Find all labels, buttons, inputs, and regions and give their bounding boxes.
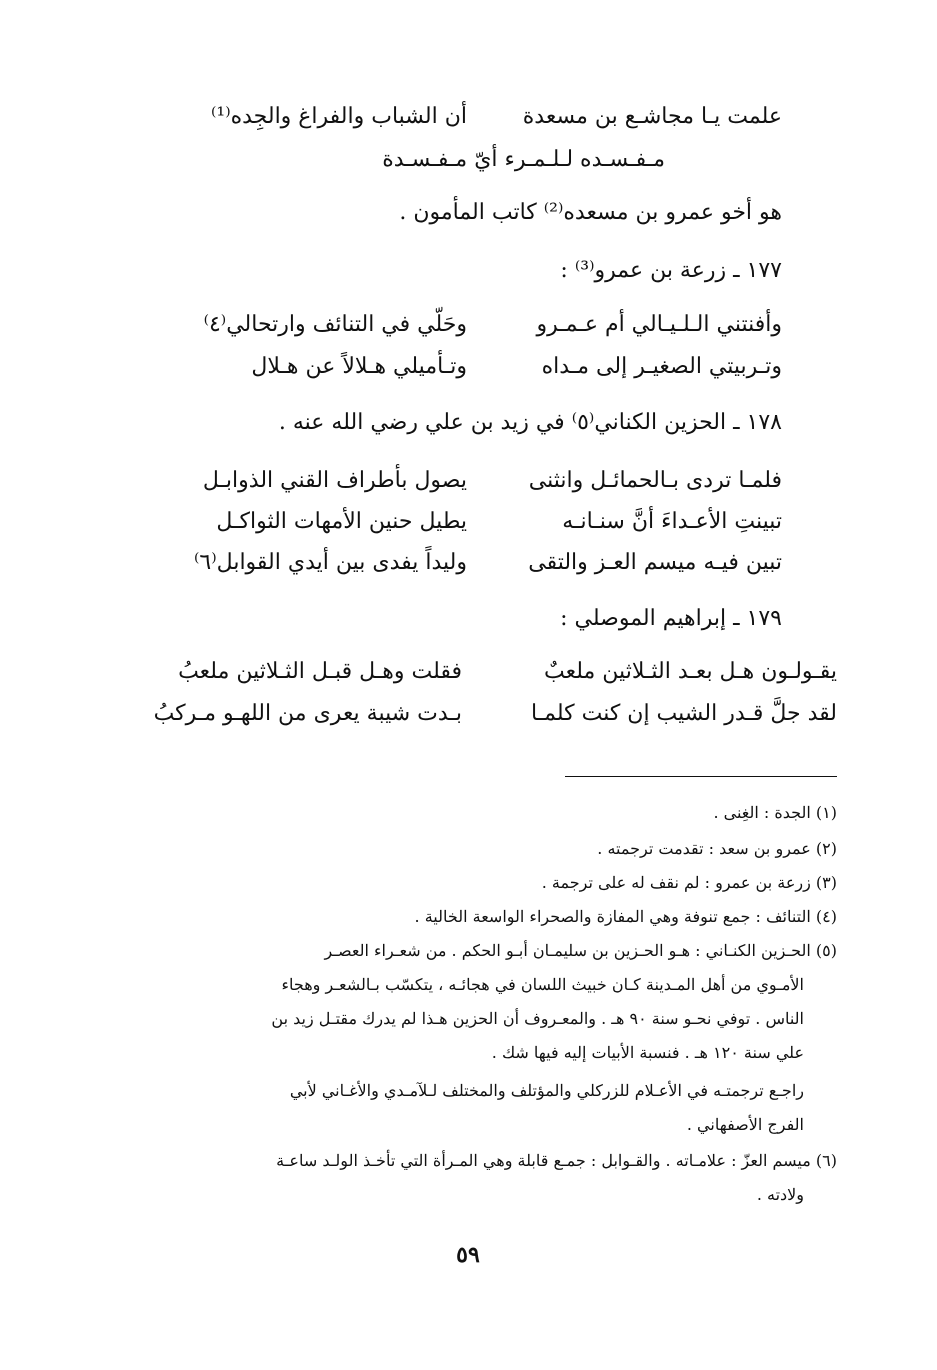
footnote-5-line-3: الناس . توفي نحـو سنة ٩٠ هـ . والمعـروف أن الحزين هـذا لم يدرك مقتـل زيد بن	[271, 1009, 804, 1028]
verse-2-line-1-first: وأفنتني الـلـيـالي أم عـمـرو	[536, 312, 782, 337]
verse-3-line-1-second: يصول بأطراف القني الذوابـل	[202, 468, 467, 493]
footnote-3: (٣) زرعة بن عمرو : لم نقف له على ترجمة .	[541, 873, 837, 892]
footnote-separator	[565, 776, 837, 777]
verse-4-line-2-second: بـدت شيبة يعرى من اللهـو مـركبُ	[153, 701, 462, 726]
verse-4-line-1-second: فقلت وهـل قبـل الثـلاثين ملعبُ	[178, 659, 462, 684]
verse-3-line-2-first: تبينتِ الأعـداءَ أنَّ سنـانـه	[562, 509, 782, 534]
footnote-5-line-5: راجـع ترجمتـه في الأعـلام للزركلي والمؤتلف والمختلف لـلآمـدي والأغـاني لأبي	[289, 1081, 804, 1100]
footnote-5-line-2: الأمـوي من أهل المـدينة كـان خبيث اللسان في هجائـه ، يتكسّب بـالشعـر وهجاء	[281, 975, 804, 994]
footnote-1: (١) الجدة : الغِنى .	[713, 803, 837, 822]
footnote-5-line-6: الفرج الأصفهاني .	[686, 1115, 804, 1134]
footnote-5-line-1: (٥) الحـزين الكنـاني : هـو الحـزين بن سليمـان أبـو الحكم . من شعـراء العصـر	[324, 941, 837, 960]
verse-3-line-2-second: يطيل حنين الأمهات الثواكـل	[216, 509, 467, 534]
note-amr-brother: هو أخو عمرو بن مسعده⁽²⁾ كاتب المأمون .	[399, 200, 782, 225]
verse-4-line-2-first: لقد جلَّ قـدر الشيب إن كنت كلمـا	[530, 701, 837, 726]
footnote-4: (٤) التنائف : جمع تنوفة وهي المفازة والصحراء الواسعة الخالية .	[414, 907, 837, 926]
footnote-5-line-4: علي سنة ١٢٠ هـ . فنسبة الأبيات إليه فيها شك .	[491, 1043, 804, 1062]
heading-177: ١٧٧ ـ زرعة بن عمرو⁽³⁾ :	[560, 258, 782, 283]
verse-2-line-2-first: وتـربيتي الصغيـر إلى مـداه	[541, 354, 782, 379]
verse-3-line-1-first: فلمـا تردى بـالحمائـل وانثنى	[528, 468, 782, 493]
verse-3-line-3-second: وليداً يفدى بين أيدي القوابل⁽٦⁾	[194, 550, 467, 575]
verse-2-line-1-second: وحَلّي في التنائف وارتحالي⁽٤⁾	[203, 312, 467, 337]
verse-1-tail: مـفـسـده لـلـمـرء أيّ مـفـسـدة	[382, 147, 665, 172]
footnote-2: (٢) عمرو بن سعد : تقدمت ترجمته .	[597, 839, 837, 858]
verse-1-first-hemistich: علمت يـا مجاشـع بن مسعدة	[522, 104, 782, 129]
verse-4-line-1-first: يقـولـون هـل بعـد الثـلاثين ملعبٌ	[544, 659, 837, 684]
footnote-6-line-1: (٦) ميسم العزّ : علامـاته . والقـوابل : جمـع قابلة وهي المـرأة التي تأخـذ الولـد ساعـة	[276, 1151, 837, 1170]
verse-2-line-2-second: وتـأميلي هـلالاً عن هـلال	[251, 354, 467, 379]
page-number: ٥٩	[456, 1242, 480, 1268]
heading-179: ١٧٩ ـ إبراهيم الموصلي :	[560, 606, 782, 631]
heading-178: ١٧٨ ـ الحزين الكناني⁽٥⁾ في زيد بن علي رضي الله عنه .	[278, 410, 782, 435]
verse-1-second-hemistich: أن الشباب والفراغ والجِده⁽¹⁾	[210, 104, 467, 129]
footnote-6-line-2: ولادته .	[756, 1185, 804, 1204]
verse-3-line-3-first: تبين فيـه ميسم العـز والتقى	[528, 550, 782, 575]
